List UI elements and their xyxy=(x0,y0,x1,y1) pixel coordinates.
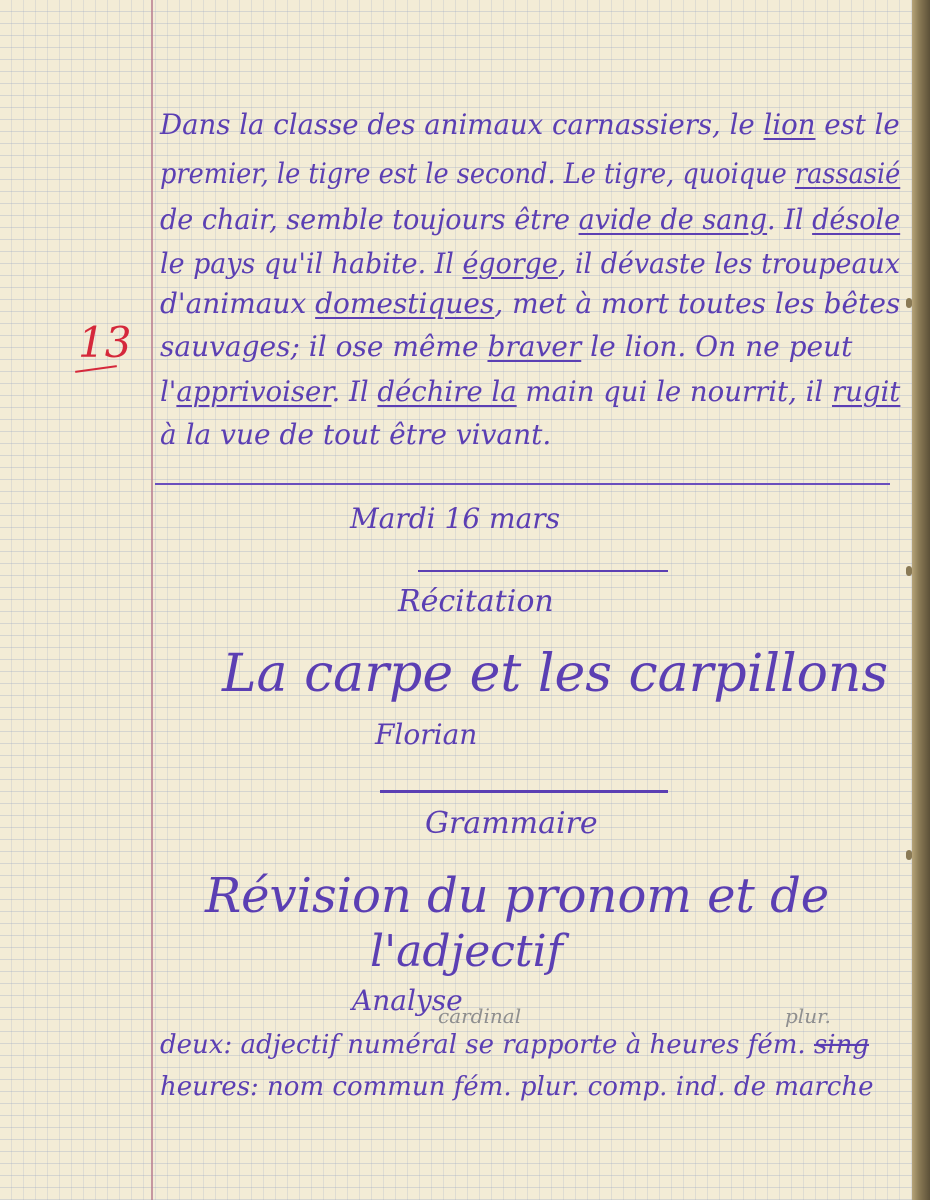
paragraph-text: Dans la classe des animaux carnassiers, le xyxy=(160,108,764,141)
underlined-word: égorge xyxy=(462,247,558,280)
recitation-title: La carpe et les carpillons xyxy=(222,644,889,704)
paragraph-text: sauvages; il ose même xyxy=(160,330,488,363)
paragraph-line xyxy=(160,330,852,363)
pencil-note-cardinal: cardinal xyxy=(438,1004,522,1028)
underlined-word: apprivoiser xyxy=(176,375,332,408)
section-divider xyxy=(155,483,890,485)
underlined-word: lion xyxy=(763,108,816,141)
paragraph-text: le lion. On ne peut xyxy=(581,330,853,363)
paragraph-text: , il dévaste les troupeaux xyxy=(557,247,901,280)
paragraph-line xyxy=(160,418,551,451)
underlined-word: désole xyxy=(812,203,901,236)
grammar-heading: Grammaire xyxy=(425,806,598,841)
underlined-word: rassasié xyxy=(794,157,901,190)
paragraph-text: premier, le tigre est le second. Le tigre, quoique xyxy=(160,157,795,190)
grammar-title-line1: Révision du pronom et de xyxy=(205,868,830,924)
notebook-edge xyxy=(912,0,930,1200)
paragraph-text: . Il xyxy=(767,203,813,236)
recitation-heading: Récitation xyxy=(398,584,554,619)
paragraph-text: d'animaux xyxy=(160,287,316,320)
grade-mark: 13 xyxy=(78,318,132,367)
analysis-line-2: heures: nom commun fém. plur. comp. ind. de marche xyxy=(160,1072,874,1102)
paragraph-text: le pays qu'il habite. Il xyxy=(160,247,463,280)
paragraph-line xyxy=(160,203,900,236)
paragraph-text: l' xyxy=(160,375,177,408)
analysis-line-1 xyxy=(160,1030,869,1060)
underlined-word: rugit xyxy=(831,375,901,408)
paragraph-text: , met à mort toutes les bêtes xyxy=(494,287,901,320)
analysis-line-1-text: deux: adjectif numéral se rapporte à heures fém. xyxy=(160,1030,806,1060)
analysis-line-1-struck: sing xyxy=(813,1030,870,1060)
underlined-word: déchire la xyxy=(377,375,517,408)
paragraph-line xyxy=(160,157,900,190)
paragraph-line xyxy=(160,108,900,141)
pencil-note-plural: plur. xyxy=(785,1004,831,1028)
paragraph-line xyxy=(160,247,900,280)
paragraph-line xyxy=(160,375,900,408)
paragraph-text: main qui le nourrit, il xyxy=(516,375,832,408)
date-heading: Mardi 16 mars xyxy=(350,502,561,535)
paragraph-text: est le xyxy=(815,108,900,141)
grammar-title-line2: l'adjectif xyxy=(370,926,563,977)
recitation-author: Florian xyxy=(375,718,478,751)
analysis-heading: Analyse xyxy=(352,984,463,1017)
paragraph-text: de chair, semble toujours être xyxy=(160,203,579,236)
paragraph-text: à la vue de tout être vivant. xyxy=(160,418,552,451)
underlined-word: domestiques xyxy=(315,287,495,320)
underlined-word: braver xyxy=(487,330,582,363)
margin-line xyxy=(151,0,153,1200)
recitation-underline xyxy=(380,790,668,793)
paragraph-line xyxy=(160,287,900,320)
paragraph-text: . Il xyxy=(331,375,378,408)
underlined-word: avide de sang xyxy=(578,203,768,236)
date-underline xyxy=(418,570,668,572)
